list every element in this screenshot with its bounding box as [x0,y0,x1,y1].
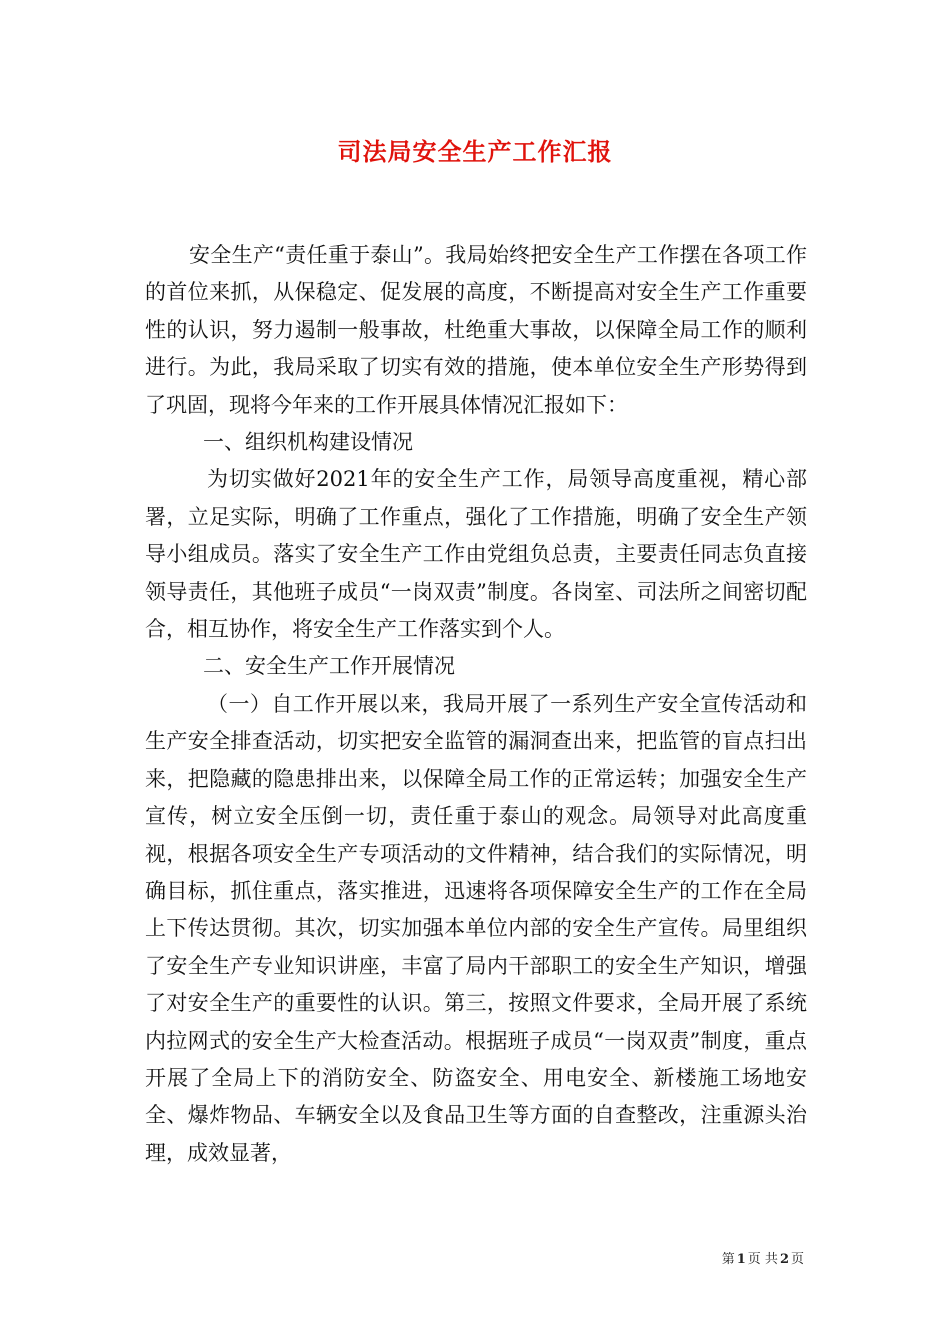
total-page-number: 2 [779,1252,789,1267]
footer-middle: 页 共 [747,1252,778,1267]
paragraph-organization: 为切实做好2021年的安全生产工作，局领导高度重视，精心部署，立足实际，明确了工作重点，强化了工作措施，明确了安全生产领导小组成员。落实了安全生产工作由党组负总责，主要责任同志负直接领导责任，其他班子成员“一岗双责”制度。各岗室、司法所之间密切配合，相互协作，将安全生产工作落实到个人。 [145,467,807,642]
current-page-number: 1 [736,1252,746,1267]
section-heading-2: 二、安全生产工作开展情况 [203,654,455,679]
document-body [145,237,807,1172]
paragraph-work-progress: （一）自工作开展以来，我局开展了一系列生产安全宣传活动和生产安全排查活动，切实把安全监管的漏洞查出来，把监管的盲点扫出来，把隐藏的隐患排出来，以保障全局工作的正常运转；加强安全生产宣传，树立安全压倒一切，责任重于泰山的观念。局领导对此高度重视，根据各项安全生产专项活动的文件精神，结合我们的实际情况，明确目标，抓住重点，落实推进，迅速将各项保障安全生产的工作在全局上下传达贯彻。其次，切实加强本单位内部的安全生产宣传。局里组织了安全生产专业知识讲座，丰富了局内干部职工的安全生产知识，增强了对安全生产的重要性的认识。第三，按照文件要求，全局开展了系统内拉网式的安全生产大检查活动。根据班子成员“一岗双责”制度，重点开展了全局上下的消防安全、防盗安全、用电安全、新楼施工场地安全、爆炸物品、车辆安全以及食品卫生等方面的自查整改，注重源头治理，成效显著， [145,691,807,1165]
section-heading-1: 一、组织机构建设情况 [203,430,413,455]
page-footer [722,1248,804,1267]
paragraph-intro: 安全生产“责任重于泰山”。我局始终把安全生产工作摆在各项工作的首位来抓，从保稳定、促发展的高度，不断提高对安全生产工作重要性的认识，努力遏制一般事故，杜绝重大事故，以保障全局工作的顺利进行。为此，我局采取了切实有效的措施，使本单位安全生产形势得到了巩固，现将今年来的工作开展具体情况汇报如下： [145,243,807,417]
document-title: 司法局安全生产工作汇报 [337,138,613,166]
footer-prefix: 第 [721,1252,735,1267]
footer-suffix: 页 [790,1252,804,1267]
